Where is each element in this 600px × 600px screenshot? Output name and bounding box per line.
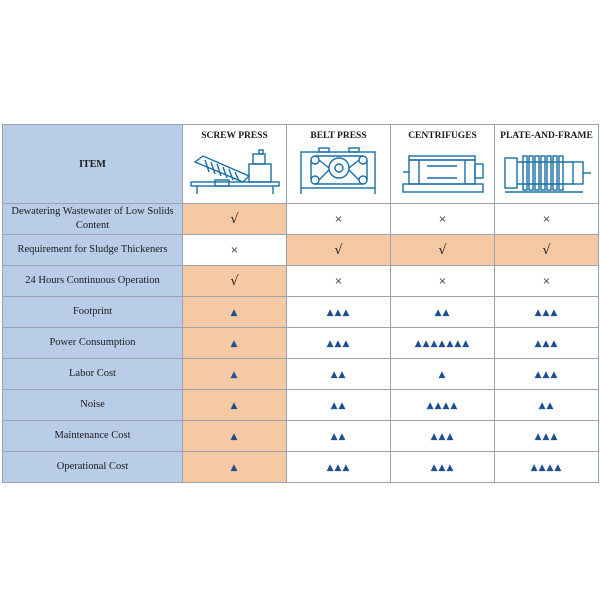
cell-centrifuges	[391, 421, 495, 452]
cell-screw-press	[183, 390, 287, 421]
cell-screw-press	[183, 266, 287, 297]
header-row	[3, 125, 599, 204]
row-label-footprint: Footprint	[3, 297, 183, 328]
table-row	[3, 328, 599, 359]
row-label-labor-cost: Labor Cost	[3, 359, 183, 390]
check-mark: √	[230, 211, 239, 227]
centrifuge-icon	[397, 146, 489, 196]
cell-centrifuges	[391, 266, 495, 297]
triangle-rating: ▲▲▲▲	[530, 463, 563, 473]
cell-belt-press	[287, 390, 391, 421]
belt-press-label: BELT PRESS	[310, 131, 367, 141]
cell-belt-press	[287, 204, 391, 235]
triangle-rating: ▲▲▲	[534, 308, 559, 318]
triangle-rating: ▲▲	[330, 432, 347, 442]
cell-screw-press	[183, 297, 287, 328]
cell-belt-press	[287, 266, 391, 297]
triangle-rating: ▲	[230, 401, 239, 411]
triangle-rating: ▲▲▲	[430, 432, 455, 442]
triangle-rating: ▲▲▲	[326, 463, 351, 473]
plate-and-frame-label: PLATE-AND-FRAME	[500, 131, 593, 141]
cell-belt-press	[287, 452, 391, 483]
triangle-rating: ▲	[230, 370, 239, 380]
cell-centrifuges	[391, 328, 495, 359]
cell-belt-press	[287, 421, 391, 452]
cell-belt-press	[287, 297, 391, 328]
belt-press-header	[287, 125, 391, 204]
triangle-rating: ▲▲	[330, 401, 347, 411]
cross-mark: ×	[334, 214, 343, 225]
cell-screw-press	[183, 452, 287, 483]
screw-press-header	[183, 125, 287, 204]
cross-mark: ×	[438, 276, 447, 287]
triangle-rating: ▲	[230, 463, 239, 473]
triangle-rating: ▲	[438, 370, 447, 380]
cell-centrifuges	[391, 235, 495, 266]
row-label-24-hours-continuous-operation: 24 Hours Continuous Operation	[3, 266, 183, 297]
triangle-rating: ▲▲▲▲▲▲▲	[414, 339, 471, 349]
triangle-rating: ▲▲	[538, 401, 555, 411]
row-label-operational-cost: Operational Cost	[3, 452, 183, 483]
screw-press-label: SCREW PRESS	[201, 131, 268, 141]
triangle-rating: ▲▲▲▲	[426, 401, 459, 411]
cell-belt-press	[287, 235, 391, 266]
screw-press-icon	[189, 146, 281, 196]
table-row	[3, 266, 599, 297]
cell-centrifuges	[391, 452, 495, 483]
comparison-table	[2, 124, 599, 483]
cell-plate-and-frame	[495, 328, 599, 359]
cell-centrifuges	[391, 390, 495, 421]
cross-mark: ×	[230, 245, 239, 256]
check-mark: √	[230, 273, 239, 289]
cell-plate-and-frame	[495, 266, 599, 297]
row-label-power-consumption: Power Consumption	[3, 328, 183, 359]
cell-screw-press	[183, 328, 287, 359]
table-row	[3, 204, 599, 235]
cell-plate-and-frame	[495, 359, 599, 390]
triangle-rating: ▲▲▲	[326, 339, 351, 349]
cell-screw-press	[183, 204, 287, 235]
table-row	[3, 297, 599, 328]
item-header: ITEM	[3, 125, 183, 204]
check-mark: √	[334, 242, 343, 258]
table-row	[3, 359, 599, 390]
cell-plate-and-frame	[495, 452, 599, 483]
row-label-requirement-for-sludge-thickeners: Requirement for Sludge Thickeners	[3, 235, 183, 266]
cell-screw-press	[183, 359, 287, 390]
triangle-rating: ▲	[230, 308, 239, 318]
cell-plate-and-frame	[495, 421, 599, 452]
row-label-noise: Noise	[3, 390, 183, 421]
plate-and-frame-header	[495, 125, 599, 204]
cross-mark: ×	[542, 214, 551, 225]
triangle-rating: ▲▲▲	[534, 432, 559, 442]
centrifuges-header	[391, 125, 495, 204]
triangle-rating: ▲▲	[434, 308, 451, 318]
cross-mark: ×	[542, 276, 551, 287]
belt-press-icon	[293, 146, 385, 196]
triangle-rating: ▲▲▲	[534, 370, 559, 380]
triangle-rating: ▲▲▲	[326, 308, 351, 318]
triangle-rating: ▲	[230, 432, 239, 442]
centrifuges-label: CENTRIFUGES	[408, 131, 477, 141]
table-row	[3, 390, 599, 421]
triangle-rating: ▲▲▲	[534, 339, 559, 349]
cross-mark: ×	[334, 276, 343, 287]
triangle-rating: ▲▲	[330, 370, 347, 380]
cell-centrifuges	[391, 297, 495, 328]
table-row	[3, 421, 599, 452]
triangle-rating: ▲	[230, 339, 239, 349]
cell-plate-and-frame	[495, 297, 599, 328]
cell-plate-and-frame	[495, 204, 599, 235]
cross-mark: ×	[438, 214, 447, 225]
table-row	[3, 235, 599, 266]
cell-centrifuges	[391, 359, 495, 390]
triangle-rating: ▲▲▲	[430, 463, 455, 473]
table-row	[3, 452, 599, 483]
cell-screw-press	[183, 421, 287, 452]
cell-belt-press	[287, 359, 391, 390]
plate-and-frame-icon	[501, 146, 593, 196]
row-label-maintenance-cost: Maintenance Cost	[3, 421, 183, 452]
cell-screw-press	[183, 235, 287, 266]
check-mark: √	[438, 242, 447, 258]
check-mark: √	[542, 242, 551, 258]
cell-plate-and-frame	[495, 390, 599, 421]
cell-plate-and-frame	[495, 235, 599, 266]
cell-centrifuges	[391, 204, 495, 235]
row-label-dewatering-wastewater-of-low-solids-content: Dewatering Wastewater of Low Solids Content	[3, 204, 183, 235]
cell-belt-press	[287, 328, 391, 359]
